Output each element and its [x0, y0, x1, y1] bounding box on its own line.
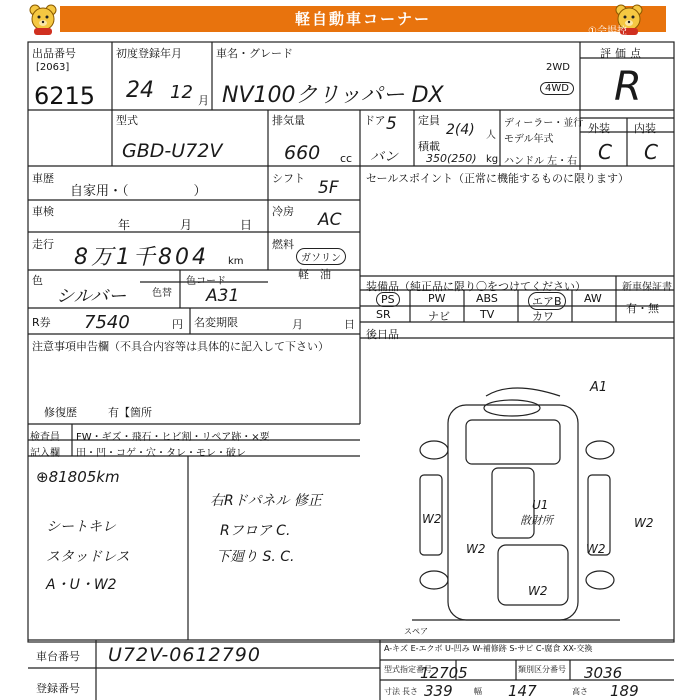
inspect-day: 日	[240, 218, 253, 232]
note-auw: A・U・W2	[46, 577, 117, 593]
fuel-label: 燃料	[272, 238, 294, 251]
len-label: 長さ	[402, 687, 418, 696]
width-label: 幅	[474, 687, 482, 696]
fuel-gas: ガソリン	[296, 248, 346, 265]
int-value: C	[644, 140, 658, 164]
lot-sub: [2063]	[36, 62, 70, 73]
diag-label-u1: U1	[532, 498, 549, 512]
warranty-value: 有・無	[626, 302, 659, 315]
tax-label: R券	[32, 316, 51, 329]
reg-year: 24	[126, 78, 154, 103]
dims-label: 寸法	[384, 687, 400, 696]
diag-label-w2-left: W2	[422, 512, 442, 526]
cap-unit: 人	[486, 130, 496, 141]
tax-unit: 円	[172, 318, 183, 331]
equip-pw: PW	[428, 292, 446, 305]
equip-tv: TV	[480, 308, 495, 321]
color-value: シルバー	[56, 286, 127, 307]
door-type: バン	[370, 149, 398, 165]
disp-label: 排気量	[272, 114, 305, 127]
color-no-label: 色替	[152, 288, 172, 299]
bear-mascot-left-icon	[26, 2, 60, 36]
note-seat: シートキレ	[46, 519, 116, 535]
load-label: 積載	[418, 140, 440, 153]
history-label: 車歴	[32, 172, 54, 185]
height-label: 高さ	[572, 687, 588, 696]
repair-value: 有【箇所	[108, 406, 152, 419]
note-right-2: Rフロア C.	[220, 523, 291, 539]
ac-value: AC	[318, 210, 342, 230]
equip-sr: SR	[376, 308, 391, 321]
equip-aw: AW	[584, 292, 602, 305]
history-value: 自家用・（ ）	[70, 184, 207, 199]
header-fragment: ①会場控	[588, 26, 627, 37]
mileage-value: 8万1千804	[74, 245, 209, 270]
recorder-label: 記入欄	[30, 448, 60, 459]
width-value: 147	[508, 682, 537, 700]
diag-label-w2-midleft: W2	[466, 542, 486, 556]
equip-leather: カワ	[532, 310, 554, 323]
mileage-label: 走行	[32, 238, 54, 251]
rear-items-label: 後日品	[366, 328, 399, 341]
legend-line-1: FW・ギズ・飛石・ヒビ割・リペア跡・×要	[76, 432, 270, 443]
reg-label: 初度登録年月	[116, 47, 182, 60]
shift-label: シフト	[272, 172, 305, 185]
equip-navi: ナビ	[428, 310, 450, 323]
drive-4wd: 4WD	[540, 82, 574, 95]
inspect-year: 年	[118, 218, 131, 232]
note-right-1: 右Rドパネル 修正	[210, 493, 322, 509]
disp-unit: cc	[340, 152, 353, 165]
load-value: 350(250)	[426, 152, 477, 165]
codes-value-2: 3036	[584, 664, 623, 682]
reg-month: 12	[170, 82, 193, 103]
height-value: 189	[610, 682, 639, 700]
modify-month: 月	[292, 318, 303, 331]
equip-airbag: エアB	[528, 292, 566, 310]
ac-label: 冷房	[272, 205, 294, 218]
sales-point-label: セールスポイント（正常に機能するものに限ります）	[366, 172, 630, 185]
fuel-diesel: 軽 油	[298, 268, 331, 281]
tax-value: 7540	[84, 312, 130, 333]
lot-number: 6215	[34, 82, 96, 110]
model-year-label: モデル年式	[504, 134, 554, 145]
inspect-month: 月	[180, 218, 193, 232]
modify-label: 名変期限	[194, 316, 238, 329]
codes-label-2: 類別区分番号	[518, 665, 566, 674]
model-value: GBD-U72V	[122, 140, 223, 162]
new-warranty-label: 新車保証書	[622, 282, 672, 293]
len-value: 339	[424, 682, 453, 700]
model-label: 型式	[116, 114, 138, 127]
handle-label: ハンドル 左・右	[504, 156, 578, 167]
lot-label: 出品番号	[32, 47, 76, 60]
drive-2wd: 2WD	[546, 62, 570, 73]
diag-label-w2-midright: W2	[586, 542, 606, 556]
eval-label: 評価点	[600, 47, 645, 60]
diag-label-a1: A1	[590, 380, 608, 395]
banner-title: 軽自動車コーナー	[60, 6, 666, 32]
chassis-label: 車台番号	[36, 650, 80, 663]
load-unit: kg	[486, 154, 499, 165]
codes-value-1: 12705	[420, 664, 468, 682]
reg-number-label: 登録番号	[36, 682, 80, 695]
chassis-value: U72V-0612790	[108, 644, 261, 666]
mileage-unit: km	[228, 256, 244, 267]
notes-title: 注意事項申告欄（不具合内容等は具体的に記入して下さい）	[32, 340, 329, 353]
diag-legend: A-キズ E-エクボ U-凹み W-補修跡 S-サビ C-腐食 XX-交換	[384, 644, 593, 653]
color-code-value: A31	[206, 286, 240, 306]
inspection-sheet	[0, 38, 700, 700]
color-code-label: 色コード	[186, 276, 226, 287]
eval-value: R	[614, 64, 642, 110]
door-value: 5	[386, 114, 397, 134]
door-label: ドア	[364, 114, 386, 127]
equip-title: 装備品（純正品に限り〇をつけてください）	[366, 280, 586, 293]
reg-month-unit: 月	[198, 94, 209, 107]
ext-label: 外装	[588, 122, 610, 135]
inspect-label: 車検	[32, 205, 54, 218]
car-label: 車名・グレード	[216, 47, 293, 60]
diag-label-w2-right: W2	[634, 516, 654, 530]
disp-value: 660	[284, 142, 321, 164]
cap-label: 定員	[418, 114, 440, 127]
inspector-label: 検査員	[30, 432, 60, 443]
equip-abs: ABS	[476, 292, 498, 305]
codes-label-1: 型式指定番号	[384, 665, 432, 674]
equip-ps: PS	[376, 292, 400, 307]
dealer-label: ディーラー・並行	[504, 118, 584, 129]
note-studless: スタッドレス	[46, 549, 130, 565]
int-label: 内装	[634, 122, 656, 135]
legend-line-2: 田・凹・コゲ・穴・タレ・モレ・破レ	[76, 448, 246, 459]
car-name: NV100クリッパー DX	[222, 83, 444, 108]
repair-label: 修復歴	[44, 406, 77, 419]
ext-value: C	[598, 140, 612, 164]
diag-spare-label: スペア	[404, 627, 428, 636]
shift-value: 5F	[318, 178, 339, 198]
note-odometer: ⊕81805km	[36, 468, 120, 486]
cap-value: 2(4)	[446, 122, 475, 138]
diag-note: 散財所	[520, 514, 553, 527]
modify-day: 日	[344, 318, 355, 331]
diag-label-w2-rear: W2	[528, 584, 548, 598]
color-label: 色	[32, 274, 43, 287]
car-diagram	[412, 388, 620, 620]
note-right-3: 下廻り S. C.	[216, 549, 295, 565]
